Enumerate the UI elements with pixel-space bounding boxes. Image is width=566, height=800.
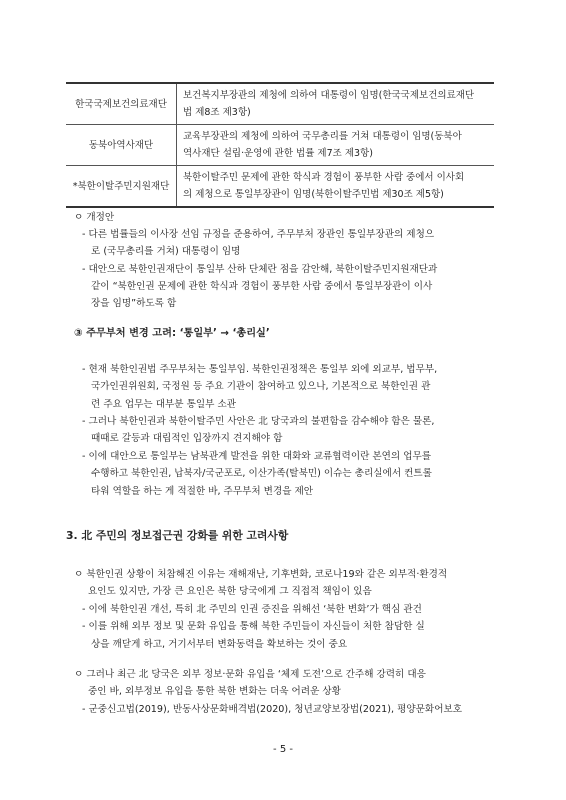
- section-paragraph-line: ㅇ 북한인권 상황이 처참해진 이유는 재해재난, 기후변화, 코로나19와 같은 외부적·환경적: [74, 569, 448, 580]
- ministry-bullet-line: 때때로 갈등과 대립적인 입장까지 견지해야 함: [91, 433, 283, 444]
- section-title: 3. 北 주민의 정보접근권 강화를 위한 고려사항: [66, 529, 289, 542]
- section-bullet-line: - 이를 위해 외부 정보 및 문화 유입을 통해 북한 주민들이 자신들이 처한 참담한 실: [82, 621, 425, 632]
- desc-line: 보건복지부장관의 제청에 의하여 대통령이 임명(한국국제보건의료재단: [183, 90, 475, 101]
- section-paragraph-line: ㅇ 그러나 최근 北 당국은 외부 정보·문화 유입을 ‘체제 도전’으로 간주해 강력히 대응: [74, 669, 426, 680]
- section-paragraph-line: 요인도 있지만, 가장 큰 요인은 북한 당국에게 그 직접적 책임이 있음: [88, 586, 372, 597]
- revision-bullet-line: - 다른 법률들의 이사장 선임 규정을 준용하여, 주무부처 장관인 통일부장관의 제청으: [82, 229, 435, 240]
- section-paragraph-line: 중인 바, 외부정보 유입을 통한 북한 변화는 더욱 어려운 상황: [88, 686, 341, 697]
- revision-bullet-line: 같이 “북한인권 문제에 관한 학식과 경험이 풍부한 사람 중에서 통일부장관이 이사: [91, 281, 433, 292]
- revision-bullet-line: 로 (국무총리를 거쳐) 대통령이 임명: [91, 246, 241, 257]
- desc-line: 의 제청으로 통일부장관이 임명(북한이탈주민법 제30조 제5항): [183, 189, 444, 200]
- ministry-bullet-line: - 현재 북한인권법 주무부처는 통일부임. 북한인권정책은 통일부 외에 외교부, 법무부,: [82, 364, 438, 375]
- table-cell-name: 동북아역사재단: [66, 125, 177, 166]
- desc-line: 북한이탈주민 문제에 관한 학식과 경험이 풍부한 사람 중에서 이사회: [183, 172, 465, 183]
- section-bullet-line: 상을 깨닫게 하고, 거기서부터 변화동력을 확보하는 것이 중요: [91, 639, 348, 650]
- page-number: - 5 -: [273, 744, 293, 755]
- table-cell-name: 한국국제보건의료재단: [66, 83, 177, 125]
- table-cell-desc: [177, 83, 495, 125]
- table-row: [66, 83, 494, 125]
- section-bullet-line: - 군중신고법(2019), 반동사상문화배격법(2020), 청년교양보장법(2021), 평양문화어보호: [82, 704, 463, 715]
- table-cell-desc: [177, 166, 495, 208]
- ministry-bullet-line: - 그러나 북한인권과 북한이탈주민 사안은 北 당국과의 불편함을 감수해야 함은 물론,: [82, 416, 435, 427]
- table-row: [66, 125, 494, 166]
- ministry-heading: ③ 주무부처 변경 고려: ‘통일부’ → ‘총리실’: [74, 328, 270, 339]
- desc-line: 교육부장관의 제청에 의하여 국무총리를 거쳐 대통령이 임명(동북아: [183, 131, 462, 142]
- table-cell-desc: [177, 125, 495, 166]
- revision-heading: ㅇ 개정안: [74, 212, 115, 223]
- revision-bullet-line: 장을 임명”하도록 함: [91, 298, 177, 309]
- table-cell-name: *북한이탈주민지원재단: [66, 166, 177, 208]
- ministry-bullet-line: 국가인권위원회, 국정원 등 주요 기관이 참여하고 있으나, 기본적으로 북한인권 관: [91, 381, 431, 392]
- ministry-bullet-line: - 이에 대안으로 통일부는 남북관계 발전을 위한 대화와 교류협력이란 본연의 업무를: [82, 451, 432, 462]
- desc-line: 역사재단 설립·운영에 관한 법률 제7조 제3항): [183, 148, 373, 159]
- ministry-bullet-line: 수행하고 북한인권, 납북자/국군포로, 이산가족(탈북민) 이슈는 총리실에서 컨트롤: [91, 468, 432, 479]
- table-row: [66, 166, 494, 208]
- desc-line: 법 제8조 제3항): [183, 107, 251, 118]
- ministry-bullet-line: 타워 역할을 하는 게 적절한 바, 주무부처 변경을 제안: [91, 486, 314, 497]
- comparison-table: [66, 82, 494, 208]
- section-bullet-line: - 이에 북한인권 개선, 특히 北 주민의 인권 증진을 위해선 ‘북한 변화’가 핵심 관건: [82, 604, 422, 615]
- ministry-bullet-line: 련 주요 업무는 대부분 통일부 소관: [91, 399, 236, 410]
- revision-bullet-line: - 대안으로 북한인권재단이 통일부 산하 단체란 점을 감안해, 북한이탈주민지원재단과: [82, 264, 438, 275]
